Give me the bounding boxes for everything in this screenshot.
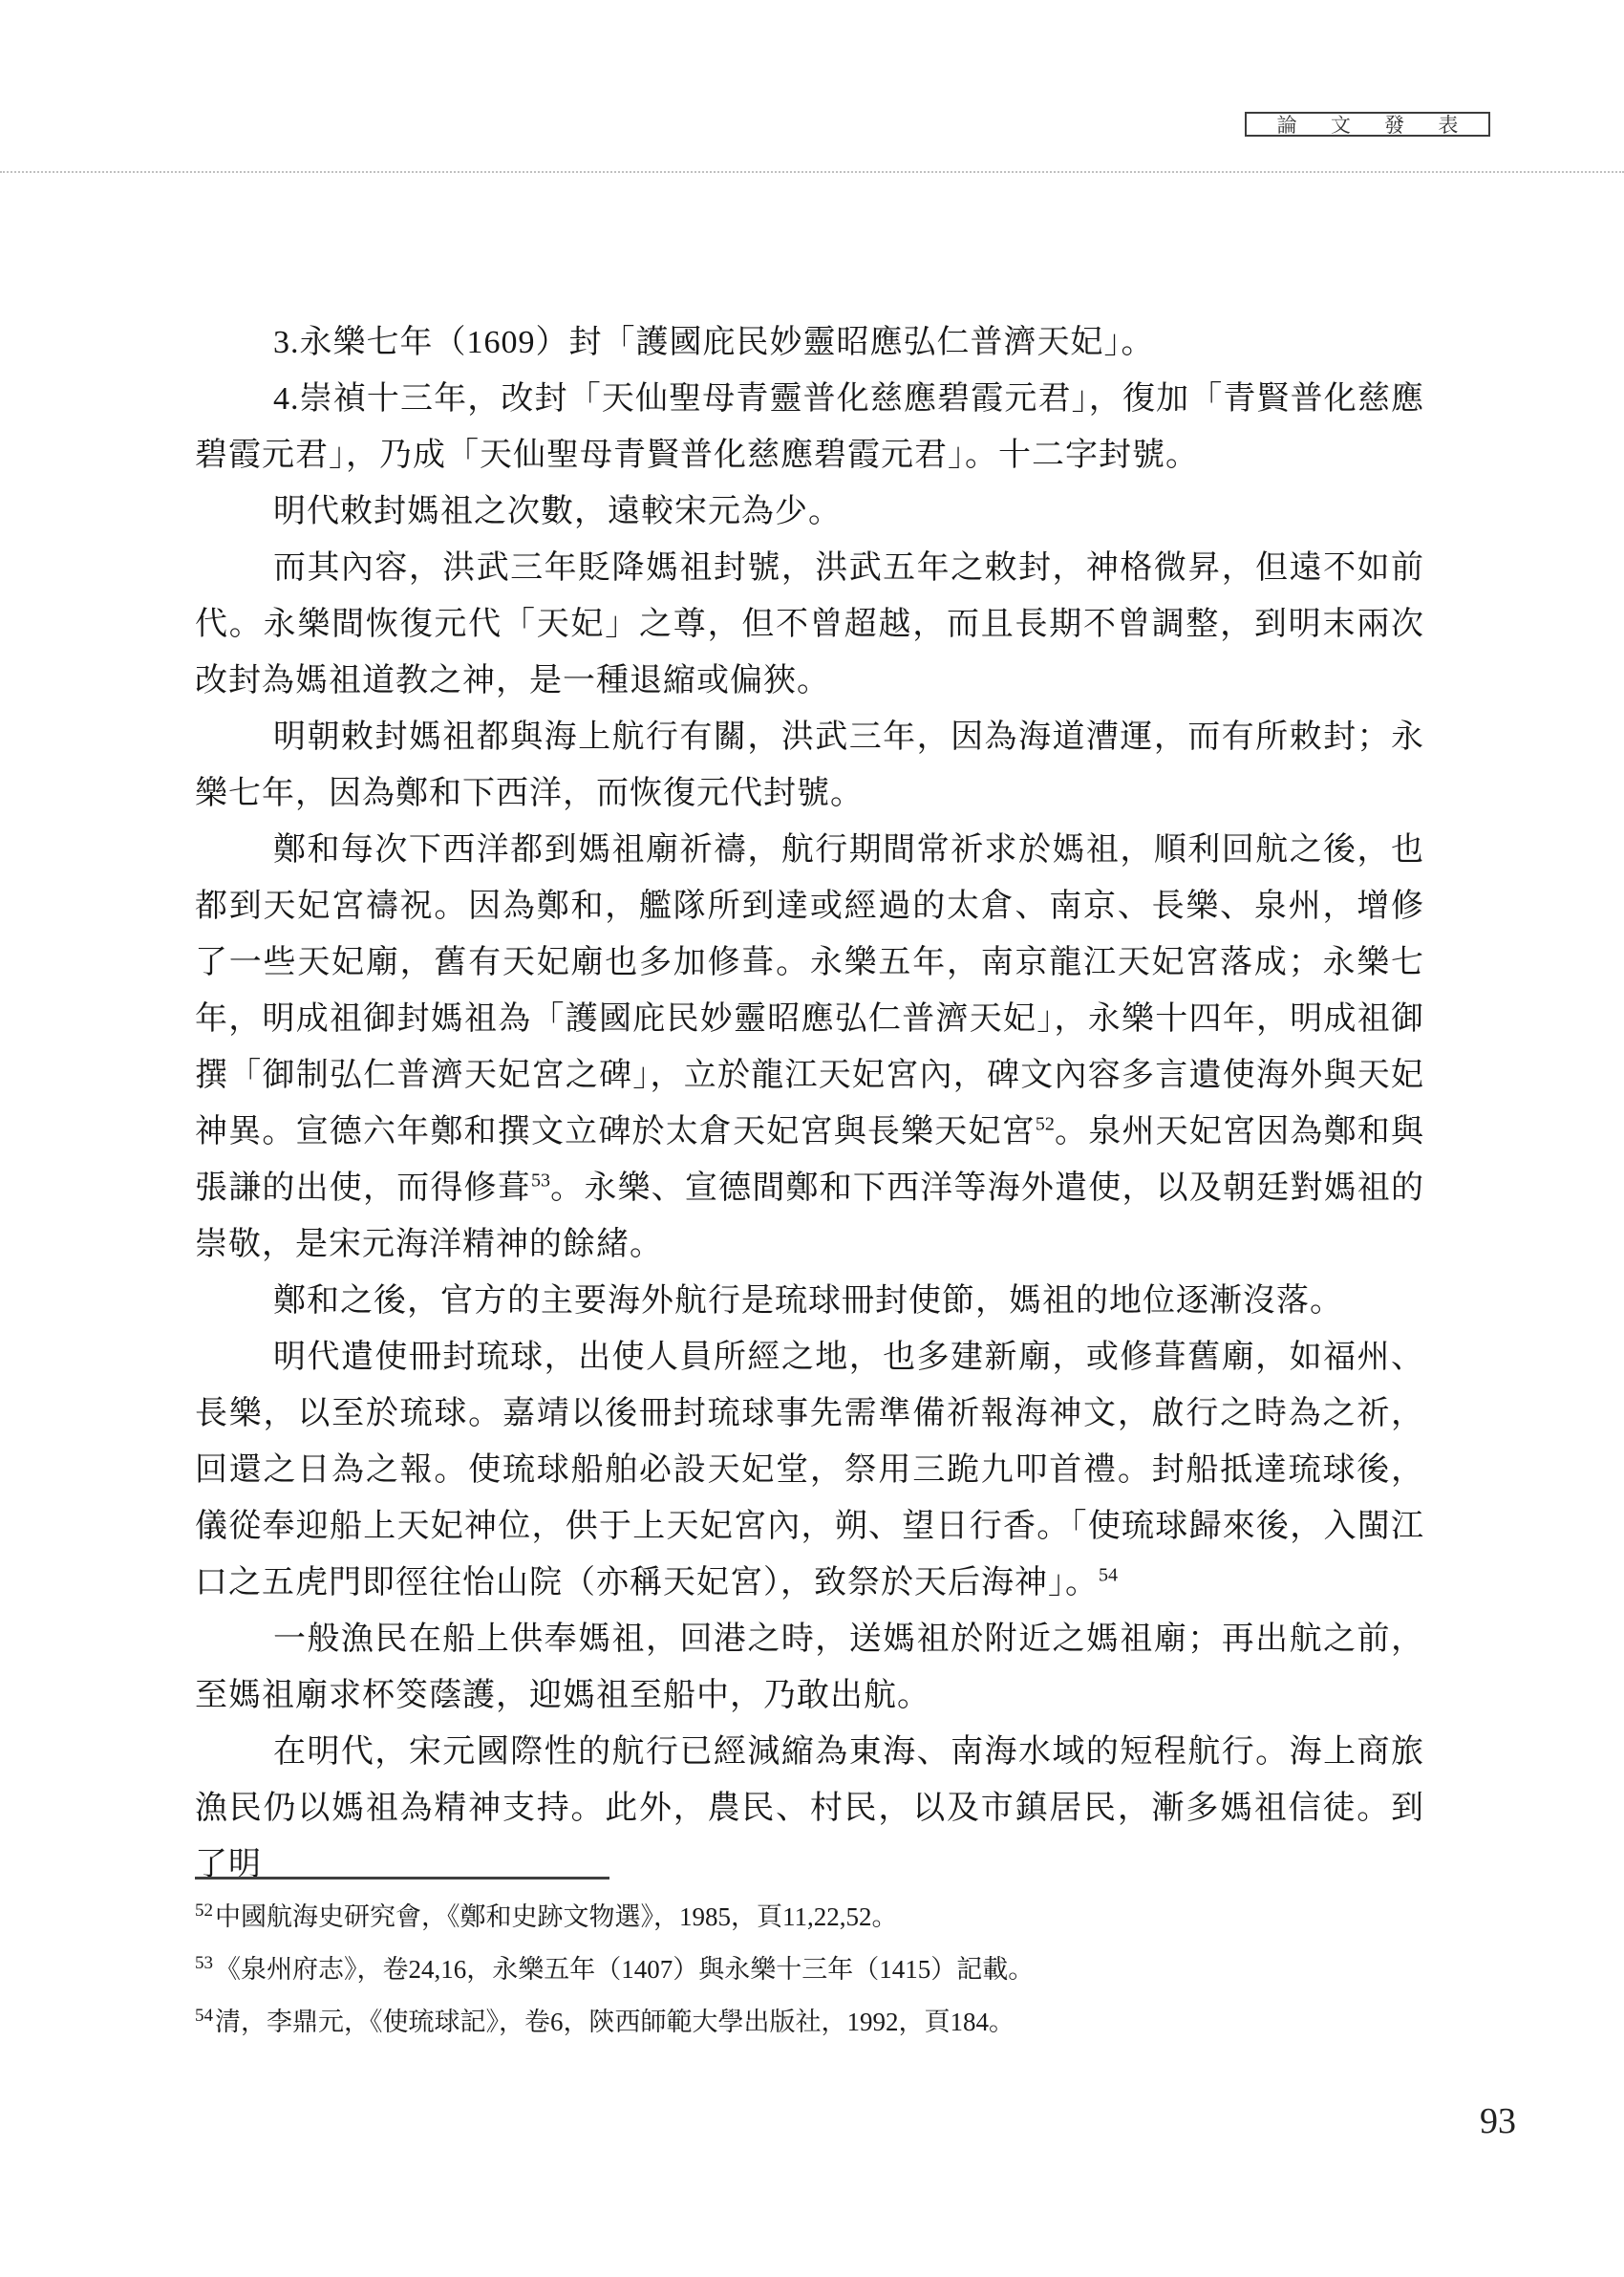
section-header-label: 論 文 發 表	[1276, 114, 1473, 137]
footnote-separator	[195, 1877, 609, 1880]
footnote-text: 清，李鼎元，《使琉球記》，卷6，陝西師範大學出版社，1992，頁184。	[215, 2008, 1015, 2036]
paragraph: 在明代，宋元國際性的航行已經減縮為東海、南海水域的短程航行。海上商旅漁民仍以媽祖為精神支持。此外，農民、村民，以及市鎮居民，漸多媽祖信徒。到了明	[195, 1734, 1424, 1881]
paragraph: 明朝敕封媽祖都與海上航行有關，洪武三年，因為海道漕運，而有所敕封；永樂七年，因為鄭和下西洋，而恢復元代封號。	[195, 720, 1424, 811]
footnote-text: 中國航海史研究會，《鄭和史跡文物選》，1985，頁11,22,52。	[215, 1902, 898, 1931]
footnote-text: 《泉州府志》，卷24,16，永樂五年（1407）與永樂十三年（1415）記載。	[215, 1955, 1035, 1984]
body-text	[195, 314, 1424, 1881]
paragraph: 一般漁民在船上供奉媽祖，回港之時，送媽祖於附近之媽祖廟；再出航之前，至媽祖廟求杯筊蔭護，迎媽祖至船中，乃敢出航。	[195, 1622, 1424, 1713]
footnote-ref: 53	[530, 1170, 550, 1192]
paragraph: 明代遣使冊封琉球，出使人員所經之地，也多建新廟，或修葺舊廟，如福州、長樂，以至於琉球。嘉靖以後冊封琉球事先需準備祈報海神文，啟行之時為之祈，回還之日為之報。使琉球船舶必設天妃堂，祭用三跪九叩首禮。封船抵達琉球後，儀從奉迎船上天妃神位，供于上天妃宮內，朔、望日行香。「使琉球歸來後，入閩江口之五虎門即徑往怡山院（亦稱天妃宮），致祭於天后海神」。$^{54}$	[195, 1340, 1424, 1600]
paragraph: 鄭和每次下西洋都到媽祖廟祈禱，航行期間常祈求於媽祖，順利回航之後，也都到天妃宮禱祝。因為鄭和，艦隊所到達或經過的太倉、南京、長樂、泉州，增修了一些天妃廟，舊有天妃廟也多加修葺。永樂五年，南京龍江天妃宮落成；永樂七年，明成祖御封媽祖為「護國庇民妙靈昭應弘仁普濟天妃」，永樂十四年，明成祖御撰「御制弘仁普濟天妃宮之碑」，立於龍江天妃宮內，碑文內容多言遺使海外與天妃神異。宣德六年鄭和撰文立碑於太倉天妃宮與長樂天妃宮$^{52}$。泉州天妃宮因為鄭和與張謙的出使，而得修葺$^{53}$。永樂、宣德間鄭和下西洋等海外遣使，以及朝廷對媽祖的崇敬，是宋元海洋精神的餘緒。	[195, 832, 1424, 1262]
section-header-tag	[1245, 112, 1490, 137]
footnote	[195, 1996, 1437, 2049]
footnote	[195, 1944, 1437, 1996]
paragraph: 明代敕封媽祖之次數，遠較宋元為少。	[273, 494, 842, 529]
paragraph: 4.崇禎十三年，改封「天仙聖母青靈普化慈應碧霞元君」，復加「青賢普化慈應碧霞元君」，乃成「天仙聖母青賢普化慈應碧霞元君」。十二字封號。	[195, 381, 1424, 473]
footnotes-section	[195, 1891, 1437, 2049]
page-number: 93	[1480, 2101, 1516, 2141]
paragraph: 3.永樂七年（1609）封「護國庇民妙靈昭應弘仁普濟天妃」。	[273, 325, 1155, 360]
header-divider	[0, 171, 1624, 173]
footnote-ref: 52	[1035, 1113, 1055, 1135]
footnote-number: 54	[195, 2006, 213, 2026]
paragraph: 鄭和之後，官方的主要海外航行是琉球冊封使節，媽祖的地位逐漸沒落。	[273, 1283, 1343, 1319]
footnote-ref: 54	[1099, 1564, 1118, 1586]
footnote-number: 52	[195, 1901, 213, 1921]
paragraph: 而其內容，洪武三年貶降媽祖封號，洪武五年之敕封，神格微昇，但遠不如前代。永樂間恢復元代「天妃」之尊，但不曾超越，而且長期不曾調整，到明末兩次改封為媽祖道教之神，是一種退縮或偏狹。	[195, 550, 1424, 698]
footnote	[195, 1891, 1437, 1944]
footnote-number: 53	[195, 1953, 213, 1973]
